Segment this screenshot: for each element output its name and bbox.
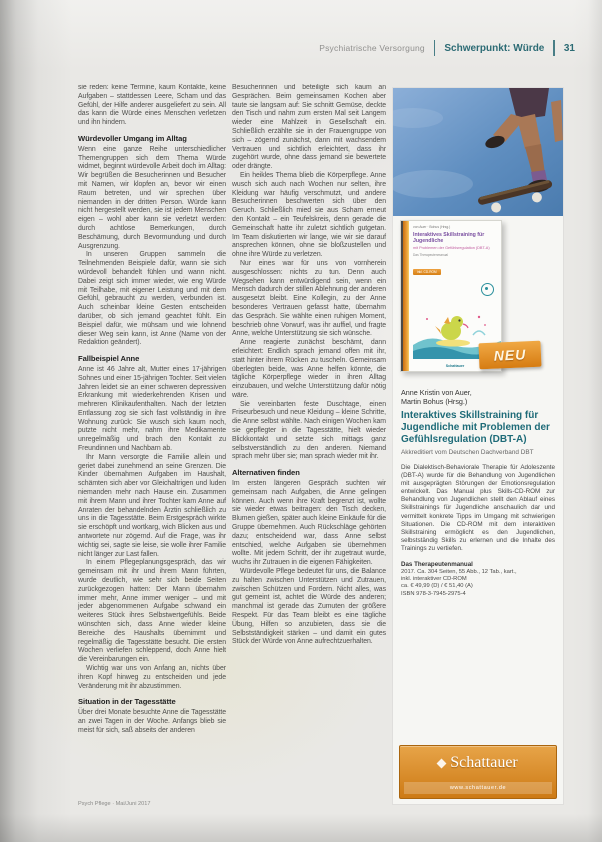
publisher-name: Schattauer: [450, 754, 518, 771]
article-paragraph: Wenn eine ganze Reihe unterschiedlicher Themengruppen sich dem Thema Würde widmet, beginnt würdevolle Arbeit doch im Alltag: Wir begrüßen die Besucherinnen und Besucher mit Namen, wir klopfen an, bevor wir einen Raum betreten, und wir sprechen über niemanden in der dritten Person. Würde kann nicht hergestellt werden, sie ist jedem Menschen eigen – wohl aber kann sie verletzt werden: durch achtlose Bemerkungen, durch Beschämung, durch Bevormundung und durch Ausgrenzung.: [78, 145, 226, 250]
section-heading-tagesstaette: Situation in der Tagesstätte: [78, 697, 176, 707]
ad-description: Die Dialektisch-Behaviorale Therapie für Adoleszente (DBT-A) wurde für die Behandlung von Jugendlichen mit ausgeprägten Störungen der Emotionsregulation entwickelt. Das Manual plus Skills-CD-ROM zur Behandlung von Jugendlichen stellt den Ablauf eines Skillstrainings für Jugendliche anschaulich dar und vermittelt konkrete Tipps im Umgang mit schwierigen Situationen. Die CD-ROM mit dem interaktiven Skillstraining ermöglicht es den Jugendlichen, selbstständig Skills zu erlernen und die Inhalte des Trainings zu vertiefen.: [401, 464, 555, 552]
article-paragraph: Sie vereinbarten feste Duschtage, einen Friseurbesuch und neue Kleidung – kleine Schritte, die Anne selbst wählte. Nach einigen Wochen kam sie gepflegter in die Tagesstätte, hielt wieder Blickkontakt und setzte sich mittags ganz selbstverständlich zu den anderen. Niemand sprach mehr über sie; man sprach wieder mit ihr.: [232, 400, 386, 461]
cover-title: Interaktives Skillstraining für Jugendliche: [413, 232, 485, 244]
ad-biblio-line: 2017. Ca. 304 Seiten, 55 Abb., 12 Tab., kart.,: [401, 569, 517, 576]
header-focus-label: Schwerpunkt: Würde: [444, 42, 545, 54]
article-paragraph: In einem Pflegeplanungsgespräch, das wir gemeinsam mit ihr und ihrem Mann führten, wurde deutlich, wie sehr sich beide Seiten zurückgezogen hatten: Der Mann übernahm immer mehr, Anne immer weniger – und mit jeder abgenommenen Aufgabe schwand ein weiteres Stück ihres Selbstwertgefühls. Beide wünschten sich, dass Anne wieder kleine Bereiche des Haushalts übernimmt und regelmäßig die Tagesstätte besucht. Die ersten Wochen verliefen schleppend, doch Anne hielt die Vereinbarungen ein.: [78, 559, 226, 664]
schattauer-logo-mark-icon: [437, 759, 447, 769]
skateboarder-photo: [393, 88, 563, 216]
article-paragraph: In unseren Gruppen sammeln die Teilnehmenden Beispiele dafür, wann sie sich würdevoll behandelt fühlen und wann nicht. Dabei zeigt sich immer wieder, wie eng Würde mit Teilhabe, mit eigener Leistung und mit dem Gefühl, gebraucht zu werden, verbunden ist. Auch scheinbar kleine Gesten entscheiden darüber, ob sich jemand geachtet fühlt. Ein Beispiel dafür, wie mühsam und wie lohnend dieser Weg sein kann, ist Anne (Name von der Redaktion geändert).: [78, 251, 226, 347]
article-paragraph: Ihr Mann versorgte die Familie allein und geriet dabei zunehmend an seine Grenzen. Die Kinder übernahmen Aufgaben im Haushalt, schämten sich aber vor Gleichaltrigen und luden niemanden mehr nach Hause ein. Zusammen mit ihrem Mann und ihrer Tochter kam Anne auf Anraten der behandelnden Ärztin schließlich zu uns in die Tagesstätte. Beim Erstgespräch wirkte sie erschöpft und wortkarg, wich Blicken aus und antwortete nur zögernd. Auf die Frage, was ihr wichtig sei, sagte sie leise, sie wolle ihrer Familie nicht länger zur Last fallen.: [78, 453, 226, 558]
ad-biblio-line: inkl. interaktiver CD-ROM: [401, 576, 467, 583]
ad-author-line: Martin Bohus (Hrsg.): [401, 397, 468, 406]
book-advertisement: [393, 88, 563, 804]
article-paragraph: sie reden: keine Termine, kaum Kontakte, keine Aufgaben – stattdessen Leere, Scham und das Gefühl, der Hilfe anderer ausgeliefert zu sein. All das kann die Würde eines Menschen verletzen und ihn hindern.: [78, 84, 226, 127]
ad-biblio-title: Das Therapeutenmanual: [401, 561, 473, 569]
page-number: 31: [563, 42, 575, 54]
book-cover-area: [393, 216, 563, 384]
cover-publisher-mark: Schattauer: [445, 364, 465, 368]
article-paragraph: Nur eines war für uns von vornherein ausgeschlossen: nichts zu tun. Denn auch Wegsehen kann entwürdigend sein, wenn ein Mensch dadurch der stillen Ablehnung der anderen ausgesetzt bleibt. Eine Kollegin, zu der Anne besonderes Vertrauen gefasst hatte, übernahm das Gespräch. Sie wählte einen ruhigen Moment, beschrieb ohne Vorwurf, was ihr auffiel, und fragte Anne, welche Unterstützung sie sich wünsche.: [232, 259, 386, 338]
article-paragraph: Wichtig war uns von Anfang an, nichts über ihren Kopf hinweg zu entscheiden und jede Veränderung mit ihr abzustimmen.: [78, 665, 226, 690]
cover-edition: Das Therapeutenmanual: [413, 252, 449, 257]
header-divider: [434, 40, 436, 56]
cover-subtitle: mit Problemen der Gefühlsregulation (DBT-A): [413, 246, 490, 250]
section-heading-fallbeispiel: Fallbeispiel Anne: [78, 354, 140, 364]
neu-badge: NEU: [478, 341, 541, 370]
article-paragraph: Besucherinnen und beteiligte sich kaum an Gesprächen. Beim gemeinsamen Kochen aber taute sie langsam auf: Sie schnitt Gemüse, deckte den Tisch und nahm zum ersten Mal seit Langem wieder eine Mahlzeit in Gesellschaft ein. Schließlich erzählte sie in der Frauengruppe von sich – zögernd zunächst, dann mit wachsendem Vertrauen und sichtlich erleichtert, dass ihr zugehört wurde, ohne dass jemand sie bewertete oder drängte.: [232, 84, 386, 171]
article-column-1: [78, 84, 226, 736]
ad-book-subtitle: Akkreditiert vom Deutschen Dachverband DBT: [401, 449, 534, 456]
section-heading-alltag: Würdevoller Umgang im Alltag: [78, 133, 187, 143]
article-column-2: [232, 84, 386, 647]
publisher-tagline: www.schattauer.de: [404, 782, 552, 794]
header-divider: [553, 40, 555, 56]
cover-cdrom-banner: inkl. CD-ROM: [413, 269, 441, 275]
article-paragraph: Ein heikles Thema blieb die Körperpflege. Anne wusch sich auch nach Wochen nur selten, ihre Kleidung war häufig verschmutzt, und andere Besucherinnen beschwerten sich über den Geruch. Schließlich mied sie aus Scham erneut den Kontakt – ein Teufelskreis, denn gerade die Gemeinschaft hatte ihr zuletzt sichtlich gutgetan. Im Team diskutierten wir lange, wie wir sie darauf ansprechen können, ohne sie bloßzustellen und ohne ihre Würde zu verletzen.: [232, 171, 386, 259]
ad-biblio-line: ISBN 978-3-7945-2975-4: [401, 590, 466, 597]
ad-author-line: Anne Kristin von Auer,: [401, 388, 472, 397]
ad-biblio-line: ca. € 49,99 (D) / € 51,40 (A): [401, 583, 473, 590]
article-paragraph: Über drei Monate besuchte Anne die Tagesstätte an zwei Tagen in der Woche. Anfangs blieb sie meist für sich, saß abseits der anderen: [78, 709, 226, 734]
article-paragraph: Im ersten längeren Gespräch suchten wir gemeinsam nach Aufgaben, die Anne gelingen können. Auch wenn ihre Kraft begrenzt ist, wollte sie wieder etwas beitragen: den Tisch decken, Blumen gießen, später auch kleine Einkäufe für die Gruppe übernehmen. Auch Rückschläge gehörten dazu; entscheidend war, dass Anne selbst entschied, welche Aufgaben sie übernehmen wollte. Mit jedem Schritt, der ihr zugetraut wurde, wuchs ihr Zutrauen in die eigenen Fähigkeiten.: [232, 480, 386, 567]
cover-authors: von Auer · Bohus (Hrsg.): [413, 225, 451, 229]
article-paragraph: Anne reagierte zunächst beschämt, dann erleichtert: Endlich sprach jemand offen mit ihr, statt hinter ihrem Rücken zu tuscheln. Gemeinsam überlegten beide, was Anne helfen könnte, die tägliche Körperpflege wieder in ihren Alltag einzubauen, und welche Unterstützung dafür nötig wäre.: [232, 339, 386, 399]
section-heading-alternativen: Alternativen finden: [232, 468, 300, 478]
schattauer-logo-box: [399, 745, 557, 799]
ad-book-title: Interaktives Skillstraining für Jugendliche mit Problemen der Gefühlsregulation (DBT-A): [401, 410, 550, 445]
article-paragraph: Würdevolle Pflege bedeutet für uns, die Balance zu halten zwischen Unterstützen und Zutrauen, zwischen Schützen und Fordern. Nicht alles, was gut gemeint ist, achtet die Würde des anderen; manchmal ist gerade das Zumuten der größere Respekt. Für das Team bleibt es eine tägliche Übung, Hilfen so anzubieten, dass sie die Selbstständigkeit stärken – und damit ein gutes Stück der Würde von Anne aufrechtzuerhalten.: [232, 568, 386, 646]
article-paragraph: Anne ist 46 Jahre alt, Mutter eines 17-jährigen Sohnes und einer 15-jährigen Tochter. Seit vielen Jahren leidet sie an einer schweren depressiven Erkrankung mit wiederkehrenden Krisen und mehreren Klinikaufenthalten. Nach der letzten Entlassung zog sie sich fast vollständig in ihre Wohnung zurück: Sie wusch sich kaum noch, putzte nicht mehr, nahm ihre Medikamente unregelmäßig und brach den Kontakt zu Freundinnen und Nachbarn ab.: [78, 365, 226, 453]
dbt-seal-icon: [481, 283, 494, 296]
journal-footer: Psych Pflege · Mai/Juni 2017: [78, 801, 151, 807]
schattauer-logo: [400, 754, 556, 772]
book-spine: [403, 221, 409, 371]
header-section-label: Psychiatrische Versorgung: [319, 43, 425, 53]
page-header: [319, 40, 575, 56]
